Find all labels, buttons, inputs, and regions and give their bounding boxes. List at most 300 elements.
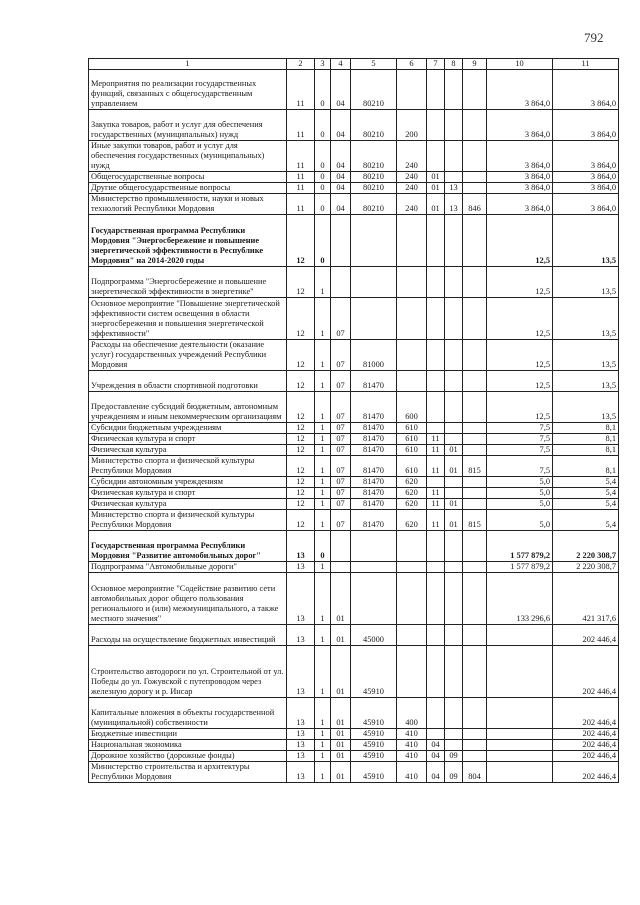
code-cell: 45910 <box>351 740 397 751</box>
amount-cell: 8,1 <box>553 445 619 456</box>
code-cell: 240 <box>397 172 427 183</box>
code-cell: 04 <box>427 740 445 751</box>
code-cell: 12 <box>287 456 315 477</box>
code-cell <box>397 340 427 371</box>
code-cell <box>427 70 445 110</box>
code-cell: 846 <box>463 194 487 215</box>
amount-cell: 5,4 <box>553 499 619 510</box>
code-cell: 804 <box>463 762 487 783</box>
row-name-cell: Министерство промышленности, науки и новых технологий Республики Мордовия <box>89 194 287 215</box>
amount-cell: 202 446,4 <box>553 740 619 751</box>
amount-cell: 3 864,0 <box>487 141 553 172</box>
code-cell: 11 <box>287 172 315 183</box>
code-cell <box>445 392 463 423</box>
code-cell <box>463 698 487 729</box>
code-cell <box>331 562 351 573</box>
code-cell: 610 <box>397 423 427 434</box>
code-cell: 13 <box>287 625 315 646</box>
row-name-cell: Расходы на обеспечение деятельности (оказание услуг) государственных учреждений Республики Мордовия <box>89 340 287 371</box>
code-cell <box>463 267 487 298</box>
code-cell: 240 <box>397 141 427 172</box>
code-cell <box>331 531 351 562</box>
code-cell: 80210 <box>351 110 397 141</box>
row-name-cell: Подпрограмма "Автомобильные дороги" <box>89 562 287 573</box>
row-name-cell: Физическая культура <box>89 499 287 510</box>
code-cell: 12 <box>287 499 315 510</box>
amount-cell: 2 220 308,7 <box>553 531 619 562</box>
code-cell <box>463 729 487 740</box>
amount-cell: 1 577 879,2 <box>487 562 553 573</box>
code-cell: 07 <box>331 456 351 477</box>
header-cell: 9 <box>463 59 487 70</box>
code-cell: 81470 <box>351 477 397 488</box>
amount-cell <box>487 740 553 751</box>
amount-cell: 13,5 <box>553 340 619 371</box>
table-row <box>89 698 619 729</box>
code-cell <box>351 215 397 267</box>
amount-cell: 5,0 <box>487 477 553 488</box>
code-cell <box>427 110 445 141</box>
code-cell <box>427 531 445 562</box>
code-cell: 81000 <box>351 340 397 371</box>
code-cell: 07 <box>331 392 351 423</box>
code-cell <box>445 531 463 562</box>
amount-cell: 7,5 <box>487 445 553 456</box>
code-cell: 1 <box>315 646 331 698</box>
code-cell: 12 <box>287 510 315 531</box>
amount-cell: 12,5 <box>487 392 553 423</box>
table-row <box>89 392 619 423</box>
header-cell: 1 <box>89 59 287 70</box>
code-cell <box>445 625 463 646</box>
row-name-cell: Строительство автодороги по ул. Строительной от ул. Победы до ул. Гожувской с путепроводом через железную дорогу и р. Инсар <box>89 646 287 698</box>
amount-cell: 3 864,0 <box>553 172 619 183</box>
row-name-cell: Другие общегосударственные вопросы <box>89 183 287 194</box>
code-cell <box>445 729 463 740</box>
code-cell: 12 <box>287 340 315 371</box>
code-cell: 81470 <box>351 423 397 434</box>
code-cell <box>351 573 397 625</box>
code-cell <box>427 573 445 625</box>
code-cell <box>427 477 445 488</box>
code-cell: 81470 <box>351 371 397 392</box>
table-row <box>89 751 619 762</box>
code-cell: 600 <box>397 392 427 423</box>
amount-cell <box>487 625 553 646</box>
table-row <box>89 141 619 172</box>
code-cell <box>397 215 427 267</box>
header-cell: 6 <box>397 59 427 70</box>
code-cell: 45910 <box>351 646 397 698</box>
amount-cell: 133 296,6 <box>487 573 553 625</box>
header-cell: 3 <box>315 59 331 70</box>
code-cell <box>397 573 427 625</box>
code-cell <box>463 70 487 110</box>
code-cell: 0 <box>315 194 331 215</box>
amount-cell: 12,5 <box>487 298 553 340</box>
code-cell: 45000 <box>351 625 397 646</box>
amount-cell: 7,5 <box>487 434 553 445</box>
code-cell: 04 <box>331 141 351 172</box>
code-cell: 11 <box>287 70 315 110</box>
amount-cell <box>487 646 553 698</box>
row-name-cell: Дорожное хозяйство (дорожные фонды) <box>89 751 287 762</box>
code-cell <box>427 267 445 298</box>
code-cell <box>463 477 487 488</box>
code-cell <box>463 646 487 698</box>
amount-cell: 3 864,0 <box>487 183 553 194</box>
code-cell: 01 <box>331 762 351 783</box>
table-row <box>89 499 619 510</box>
code-cell: 80210 <box>351 194 397 215</box>
table-row <box>89 194 619 215</box>
code-cell: 13 <box>287 729 315 740</box>
code-cell <box>397 371 427 392</box>
code-cell: 07 <box>331 434 351 445</box>
header-cell: 2 <box>287 59 315 70</box>
amount-cell: 13,5 <box>553 215 619 267</box>
code-cell: 1 <box>315 456 331 477</box>
table-row <box>89 340 619 371</box>
code-cell: 610 <box>397 434 427 445</box>
code-cell: 620 <box>397 488 427 499</box>
code-cell <box>445 110 463 141</box>
table-row <box>89 423 619 434</box>
header-cell: 11 <box>553 59 619 70</box>
amount-cell <box>487 729 553 740</box>
code-cell <box>397 298 427 340</box>
code-cell: 04 <box>427 751 445 762</box>
amount-cell: 12,5 <box>487 371 553 392</box>
code-cell: 12 <box>287 423 315 434</box>
table-row <box>89 456 619 477</box>
code-cell <box>463 392 487 423</box>
table-row <box>89 510 619 531</box>
row-name-cell: Государственная программа Республики Мордовия "Энергосбережение и повышение энергетической эффективности в Республике Мордовия" на 2014-2020 годы <box>89 215 287 267</box>
code-cell: 11 <box>427 434 445 445</box>
code-cell <box>445 70 463 110</box>
code-cell: 13 <box>287 646 315 698</box>
code-cell: 1 <box>315 762 331 783</box>
code-cell: 620 <box>397 499 427 510</box>
code-cell <box>427 423 445 434</box>
code-cell <box>351 562 397 573</box>
code-cell: 12 <box>287 267 315 298</box>
amount-cell: 202 446,4 <box>553 625 619 646</box>
code-cell: 1 <box>315 298 331 340</box>
row-name-cell: Капитальные вложения в объекты государственной (муниципальной) собственности <box>89 698 287 729</box>
code-cell: 13 <box>445 183 463 194</box>
code-cell: 1 <box>315 499 331 510</box>
code-cell: 81470 <box>351 434 397 445</box>
code-cell: 07 <box>331 371 351 392</box>
code-cell: 610 <box>397 456 427 477</box>
amount-cell: 5,0 <box>487 499 553 510</box>
code-cell: 13 <box>287 751 315 762</box>
row-name-cell: Общегосударственные вопросы <box>89 172 287 183</box>
code-cell: 07 <box>331 488 351 499</box>
code-cell: 1 <box>315 423 331 434</box>
table-row <box>89 110 619 141</box>
code-cell: 200 <box>397 110 427 141</box>
amount-cell: 5,4 <box>553 488 619 499</box>
header-row <box>89 59 619 70</box>
code-cell: 45910 <box>351 751 397 762</box>
table-row <box>89 298 619 340</box>
code-cell <box>463 531 487 562</box>
code-cell: 12 <box>287 488 315 499</box>
code-cell: 13 <box>287 762 315 783</box>
code-cell: 81470 <box>351 488 397 499</box>
code-cell: 1 <box>315 267 331 298</box>
table-body <box>89 70 619 783</box>
amount-cell: 5,0 <box>487 488 553 499</box>
code-cell <box>463 340 487 371</box>
code-cell: 0 <box>315 172 331 183</box>
code-cell: 04 <box>331 172 351 183</box>
code-cell: 1 <box>315 445 331 456</box>
code-cell: 11 <box>427 456 445 477</box>
code-cell <box>445 740 463 751</box>
table-row <box>89 573 619 625</box>
table-row <box>89 183 619 194</box>
amount-cell: 202 446,4 <box>553 646 619 698</box>
code-cell <box>397 625 427 646</box>
amount-cell: 3 864,0 <box>553 70 619 110</box>
code-cell: 04 <box>331 194 351 215</box>
row-name-cell: Предоставление субсидий бюджетным, автономным учреждениям и иным некоммерческим организациям <box>89 392 287 423</box>
code-cell <box>397 562 427 573</box>
amount-cell: 5,0 <box>487 510 553 531</box>
code-cell: 410 <box>397 751 427 762</box>
row-name-cell: Основное мероприятие "Содействие развитию сети автомобильных дорог общего пользования регионального и (или) межмуниципального, а также местного значения" <box>89 573 287 625</box>
code-cell: 1 <box>315 371 331 392</box>
amount-cell: 3 864,0 <box>553 183 619 194</box>
code-cell <box>351 531 397 562</box>
amount-cell: 3 864,0 <box>487 110 553 141</box>
header-cell: 7 <box>427 59 445 70</box>
code-cell: 410 <box>397 729 427 740</box>
table-row <box>89 625 619 646</box>
amount-cell: 3 864,0 <box>487 70 553 110</box>
code-cell: 400 <box>397 698 427 729</box>
amount-cell: 5,4 <box>553 510 619 531</box>
code-cell: 11 <box>287 194 315 215</box>
code-cell <box>445 215 463 267</box>
code-cell: 1 <box>315 698 331 729</box>
amount-cell: 12,5 <box>487 215 553 267</box>
amount-cell: 8,1 <box>553 456 619 477</box>
code-cell <box>463 499 487 510</box>
amount-cell: 202 446,4 <box>553 762 619 783</box>
row-name-cell: Министерство спорта и физической культуры Республики Мордовия <box>89 510 287 531</box>
code-cell: 0 <box>315 141 331 172</box>
code-cell <box>445 141 463 172</box>
code-cell: 1 <box>315 340 331 371</box>
amount-cell: 3 864,0 <box>487 194 553 215</box>
code-cell: 1 <box>315 562 331 573</box>
code-cell: 240 <box>397 183 427 194</box>
table-row <box>89 172 619 183</box>
code-cell: 01 <box>331 729 351 740</box>
row-name-cell: Основное мероприятие "Повышение энергетической эффективности систем освещения в области энергосбережения и повышения энергетической эффективности" <box>89 298 287 340</box>
amount-cell: 3 864,0 <box>553 110 619 141</box>
code-cell: 04 <box>331 183 351 194</box>
amount-cell: 13,5 <box>553 392 619 423</box>
table-row <box>89 445 619 456</box>
row-name-cell: Национальная экономика <box>89 740 287 751</box>
code-cell <box>331 267 351 298</box>
budget-table-wrapper <box>88 58 618 783</box>
code-cell: 1 <box>315 434 331 445</box>
amount-cell <box>487 698 553 729</box>
amount-cell: 13,5 <box>553 298 619 340</box>
code-cell: 620 <box>397 477 427 488</box>
code-cell: 1 <box>315 740 331 751</box>
amount-cell: 7,5 <box>487 456 553 477</box>
table-row <box>89 488 619 499</box>
code-cell: 07 <box>331 510 351 531</box>
code-cell: 01 <box>331 740 351 751</box>
code-cell: 410 <box>397 740 427 751</box>
code-cell <box>427 562 445 573</box>
code-cell <box>445 562 463 573</box>
code-cell: 07 <box>331 298 351 340</box>
code-cell <box>427 298 445 340</box>
row-name-cell: Субсидии бюджетным учреждениям <box>89 423 287 434</box>
code-cell: 01 <box>331 698 351 729</box>
code-cell <box>463 488 487 499</box>
code-cell: 815 <box>463 510 487 531</box>
amount-cell: 202 446,4 <box>553 698 619 729</box>
budget-table <box>88 58 619 783</box>
amount-cell: 8,1 <box>553 434 619 445</box>
code-cell <box>427 646 445 698</box>
code-cell <box>463 298 487 340</box>
table-row <box>89 477 619 488</box>
code-cell: 1 <box>315 488 331 499</box>
table-row <box>89 740 619 751</box>
row-name-cell: Закупка товаров, работ и услуг для обеспечения государственных (муниципальных) нужд <box>89 110 287 141</box>
code-cell <box>351 267 397 298</box>
code-cell <box>427 729 445 740</box>
code-cell: 0 <box>315 215 331 267</box>
amount-cell: 13,5 <box>553 371 619 392</box>
code-cell: 11 <box>287 183 315 194</box>
table-row <box>89 215 619 267</box>
row-name-cell: Учреждения в области спортивной подготовки <box>89 371 287 392</box>
row-name-cell: Мероприятия по реализации государственных функций, связанных с общегосударственным управлением <box>89 70 287 110</box>
code-cell <box>445 423 463 434</box>
amount-cell: 13,5 <box>553 267 619 298</box>
row-name-cell: Министерство спорта и физической культуры Республики Мордовия <box>89 456 287 477</box>
code-cell <box>331 215 351 267</box>
row-name-cell: Подпрограмма "Энергосбережение и повышение энергетической эффективности в энергетике" <box>89 267 287 298</box>
code-cell: 81470 <box>351 456 397 477</box>
code-cell <box>427 625 445 646</box>
code-cell: 1 <box>315 573 331 625</box>
code-cell: 01 <box>427 172 445 183</box>
header-cell: 10 <box>487 59 553 70</box>
code-cell <box>463 110 487 141</box>
amount-cell: 2 220 308,7 <box>553 562 619 573</box>
code-cell <box>427 392 445 423</box>
code-cell: 13 <box>287 531 315 562</box>
code-cell: 1 <box>315 729 331 740</box>
code-cell: 11 <box>427 510 445 531</box>
code-cell <box>397 531 427 562</box>
code-cell: 1 <box>315 477 331 488</box>
code-cell: 04 <box>331 110 351 141</box>
table-row <box>89 434 619 445</box>
amount-cell <box>487 762 553 783</box>
table-row <box>89 762 619 783</box>
code-cell <box>463 573 487 625</box>
code-cell <box>445 646 463 698</box>
amount-cell: 421 317,6 <box>553 573 619 625</box>
code-cell: 09 <box>445 751 463 762</box>
code-cell: 04 <box>331 70 351 110</box>
code-cell: 11 <box>287 141 315 172</box>
code-cell: 610 <box>397 445 427 456</box>
code-cell: 410 <box>397 762 427 783</box>
code-cell <box>427 371 445 392</box>
code-cell <box>427 141 445 172</box>
code-cell: 1 <box>315 751 331 762</box>
code-cell: 45910 <box>351 698 397 729</box>
code-cell: 12 <box>287 215 315 267</box>
code-cell: 01 <box>445 499 463 510</box>
amount-cell: 202 446,4 <box>553 751 619 762</box>
code-cell: 0 <box>315 70 331 110</box>
header-cell: 4 <box>331 59 351 70</box>
code-cell <box>463 434 487 445</box>
code-cell: 81470 <box>351 510 397 531</box>
code-cell: 01 <box>427 194 445 215</box>
code-cell: 07 <box>331 340 351 371</box>
code-cell <box>463 562 487 573</box>
code-cell <box>445 371 463 392</box>
code-cell <box>397 267 427 298</box>
code-cell: 13 <box>287 740 315 751</box>
row-name-cell: Расходы на осуществление бюджетных инвестиций <box>89 625 287 646</box>
code-cell <box>427 215 445 267</box>
code-cell <box>445 172 463 183</box>
row-name-cell: Государственная программа Республики Мордовия "Развитие автомобильных дорог" <box>89 531 287 562</box>
table-row <box>89 729 619 740</box>
code-cell: 12 <box>287 298 315 340</box>
table-row <box>89 70 619 110</box>
header-cell: 8 <box>445 59 463 70</box>
code-cell <box>445 477 463 488</box>
code-cell: 11 <box>427 499 445 510</box>
code-cell <box>427 340 445 371</box>
amount-cell: 7,5 <box>487 423 553 434</box>
code-cell <box>463 625 487 646</box>
code-cell: 01 <box>445 510 463 531</box>
code-cell: 240 <box>397 194 427 215</box>
code-cell: 80210 <box>351 172 397 183</box>
code-cell <box>397 646 427 698</box>
code-cell <box>463 183 487 194</box>
amount-cell <box>487 751 553 762</box>
code-cell: 01 <box>331 573 351 625</box>
row-name-cell: Физическая культура и спорт <box>89 434 287 445</box>
code-cell <box>445 340 463 371</box>
code-cell <box>427 698 445 729</box>
code-cell: 01 <box>331 646 351 698</box>
code-cell: 01 <box>331 751 351 762</box>
